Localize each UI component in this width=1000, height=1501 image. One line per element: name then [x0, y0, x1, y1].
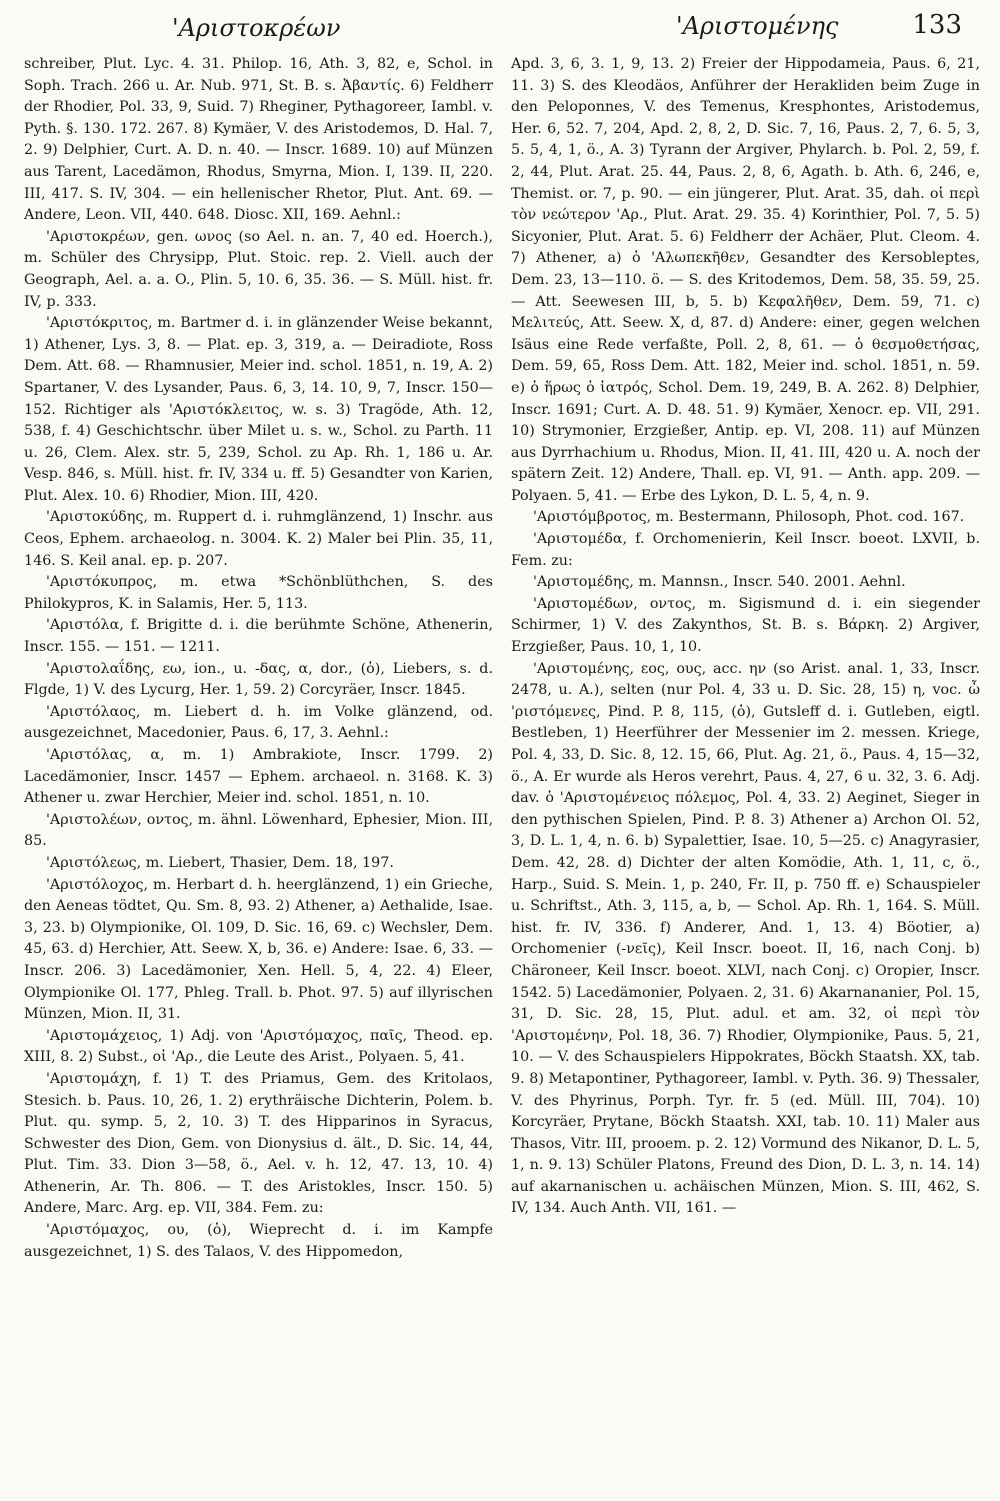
dictionary-entry: 'Αριστόκυπρος, m. etwa *Schönblüthchen, S. des Philokypros, K. in Salamis, Her. 5, 113.: [24, 574, 493, 612]
right-running-head: 'Αριστομένης: [676, 12, 839, 40]
dictionary-entry: 'Αριστοκύδης, m. Ruppert d. i. ruhmglänzend, 1) Inschr. aus Ceos, Ephem. archaeolog. n. 3004. K. 2) Maler bei Plin. 35, 11, 146. S. Keil anal. ep. p. 207.: [24, 509, 493, 569]
dictionary-entry: 'Αριστοκρέων, gen. ωνος (so Ael. n. an. 7, 40 ed. Hoerch.), m. Schüler des Chrysipp, Plut. Stoic. rep. 2. Viell. auch der Geograph, Ael. a. a. O., Plin. 5, 10. 6, 35. 36. — S. Müll. hist. fr. IV, p. 333.: [24, 228, 493, 310]
dictionary-entry: 'Αριστομέδης, m. Mannsn., Inscr. 540. 2001. Aehnl.: [533, 574, 906, 591]
text-columns: [24, 54, 980, 1263]
dictionary-entry: 'Αριστομέδα, f. Orchomenierin, Keil Inscr. boeot. LXVII, b. Fem. zu:: [511, 531, 980, 569]
dictionary-entry: 'Αριστολαΐδης, εω, ion., u. -δας, α, dor., (ὁ), Liebers, s. d. Flgde, 1) V. des Lycurg, Her. 1, 59. 2) Corcyräer, Inscr. 1845.: [24, 660, 493, 699]
dictionary-entry: 'Αριστόλοχος, m. Herbart d. h. heerglänzend, 1) ein Grieche, den Aeneas tödtet, Qu. Sm. 8, 93. 2) Athener, a) Aethalide, Isae. 3, 23. b) Olympionike, Ol. 109, D. Sic. 16, 69. c) Wechsler, Dem. 45, 63. d) Herchier, Att. Seew. X, b, 36. e) Andere: Isae. 6, 33. — Inscr. 206. 3) Lacedämonier, Xen. Hell. 5, 4, 22. 4) Eleer, Olympionike Ol. 177, Phleg. Trall. b. Phot. 97. 5) auf illyrischen Münzen, Mion. II, 31.: [24, 876, 493, 1023]
dictionary-entry: 'Αριστόκριτος, m. Bartmer d. i. in glänzender Weise bekannt, 1) Athener, Lys. 3, 8. — Plat. ep. 3, 319, a. — Deiradiote, Ross Dem. Att. 68. — Rhamnusier, Meier ind. schol. 1851, n. 19, A. 2) Spartaner, V. des Lysander, Paus. 6, 3, 14. 10, 9, 7, Inscr. 150—152. Richtiger als 'Αριστόκλειτος, w. s. 3) Tragöde, Ath. 12, 538, f. 4) Geschichtschr. über Milet u. s. w., Schol. zu Parth. 11 u. 26, Clem. Alex. str. 5, 239, Schol. zu Ap. Rh. 1, 186 u. Ar. Vesp. 846, s. Müll. hist. fr. IV, 334 u. ff. 5) Gesandter von Karien, Plut. Alex. 10. 6) Rhodier, Mion. III, 420.: [24, 315, 493, 504]
dictionary-entry: 'Αριστομάχη, f. 1) T. des Priamus, Gem. des Kritolaos, Stesich. b. Paus. 10, 26, 1. 2) erythräische Dichterin, Polem. b. Plut. qu. symp. 5, 2, 10. 3) T. des Hipparinos in Syracus, Schwester des Dion, Gem. von Dionysius d. ält., D. Sic. 14, 44, Plut. Tim. 33. Dion 3—58, ö., Ael. v. h. 12, 47. 13, 10. 4) Athenerin, Ar. Th. 806. — T. des Aristokles, Inscr. 150. 5) Andere, Marc. Arg. ep. VII, 384. Fem. zu:: [24, 1070, 493, 1217]
left-running-head: 'Αριστοκρέων: [172, 14, 341, 42]
dictionary-entry: 'Αριστομέδων, οντος, m. Sigismund d. i. ein siegender Schirmer, 1) V. des Zakynthos, St. B. s. Βάρκη. 2) Argiver, Erzgießer, Paus. 10, 1, 10.: [511, 595, 980, 656]
dictionary-entry: 'Αριστόμαχος, ου, (ὁ), Wieprecht d. i. im Kampfe ausgezeichnet, 1) S. des Talaos, V. des Hippomedon,: [24, 1222, 493, 1260]
dictionary-entry: 'Αριστόλας, α, m. 1) Ambrakiote, Inscr. 1799. 2) Lacedämonier, Inscr. 1457 — Ephem. archaeol. n. 3168. K. 3) Athener u. zwar Herchier, Meier ind. schol. 1851, n. 10.: [24, 747, 493, 807]
entry-continuation: schreiber, Plut. Lyc. 4. 31. Philop. 16, Ath. 3, 82, e, Schol. in Soph. Trach. 266 u. Ar. Nub. 971, St. B. s. Ἀβαντίς. 6) Feldherr der Rhodier, Pol. 33, 9, Suid. 7) Rheginer, Pythagoreer, Iambl. v. Pyth. §. 130. 172. 267. 8) Kymäer, V. des Aristodemos, D. Hal. 7, 2. 9) Delphier, Curt. A. D. n. 40. — Inscr. 1689. 10) auf Münzen aus Tarent, Lacedämon, Rhodus, Smyrna, Mion. I, 139. II, 220. III, 417. S. IV, 304. — ein hellenischer Rhetor, Plut. Ant. 69. — Andere, Leon. VII, 440. 648. Diosc. XII, 169. Aehnl.:: [24, 56, 493, 224]
dictionary-entry: 'Αριστόμβροτος, m. Bestermann, Philosoph, Phot. cod. 167.: [533, 509, 965, 526]
right-column: [511, 54, 980, 1263]
dictionary-entry: 'Αριστομάχειος, 1) Adj. von 'Αριστόμαχος, παῖς, Theod. ep. XIII, 8. 2) Subst., οἱ 'Αρ., die Leute des Arist., Polyaen. 5, 41.: [24, 1027, 493, 1066]
dictionary-entry: 'Αριστολέων, οντος, m. ähnl. Löwenhard, Ephesier, Mion. III, 85.: [24, 811, 493, 850]
dictionary-entry: 'Αριστόλα, f. Brigitte d. i. die berühmte Schöne, Athenerin, Inscr. 155. — 151. — 1211.: [24, 617, 493, 656]
page-number: 133: [912, 10, 962, 40]
dictionary-entry: 'Αριστόλεως, m. Liebert, Thasier, Dem. 18, 197.: [46, 854, 394, 871]
dictionary-entry: 'Αριστόλαος, m. Liebert d. h. im Volke glänzend, od. ausgezeichnet, Macedonier, Paus. 6, 17, 3. Aehnl.:: [24, 703, 493, 742]
entry-continuation: Apd. 3, 6, 3. 1, 9, 13. 2) Freier der Hippodameia, Paus. 6, 21, 11. 3) S. des Kleodäos, Anführer der Herakliden beim Zuge in den Peloponnes, V. des Temenus, Kresphontes, Aristodemus, Her. 6, 52. 7, 204, Apd. 2, 8, 2, D. Sic. 7, 16, Paus. 2, 7, 6. 5, 3, 5. 5, 4, 1, ö., A. 3) Tyrann der Argiver, Phylarch. b. Pol. 2, 59, f. 2, 44, Plut. Arat. 25. 44, Paus. 2, 8, 6, Agath. b. Ath. 6, 246, e, Themist. or. 7, p. 90. — ein jüngerer, Plut. Arat. 35, dah. οἱ περὶ τὸν νεώτερον 'Αρ., Plut. Arat. 29. 35. 4) Korinthier, Pol. 7, 5. 5) Sicyonier, Plut. Arat. 5. 6) Feldherr der Achäer, Plut. Cleom. 4. 7) Athener, a) ὁ 'Αλωπεκῆθεν, Gesandter des Kersobleptes, Dem. 23, 13—110. ö. — S. des Kritodemos, Dem. 58, 35. 59, 25. — Att. Seewesen III, b, 5. b) Κεφαλῆθεν, Dem. 59, 71. c) Μελιτεύς, Att. Seew. X, d, 87. d) Andere: einer, gegen welchen Isäus eine Rede verfaßte, Poll. 2, 8, 61. — ὁ θεσμοθετήσας, Dem. 59, 65, Ross Dem. Att. 182, Meier ind. schol. 1851, n. 59. e) ὁ ἥρως ὁ ἰατρός, Schol. Dem. 19, 249, B. A. 262. 8) Delphier, Inscr. 1691; Curt. A. D. 48. 51. 9) Kymäer, Xenocr. ep. VII, 291. 10) Strymonier, Erzgießer, Antip. ep. VI, 208. 11) auf Münzen aus Dyrrhachium u. Rhodus, Mion. II, 41. III, 420 u. A. noch der spätern Zeit. 12) Andere, Thall. ep. VI, 91. — Anth. app. 209. — Polyaen. 5, 41. — Erbe des Lykon, D. L. 5, 4, n. 9.: [511, 56, 980, 504]
left-column: [24, 54, 493, 1263]
dictionary-entry: 'Αριστομένης, εος, ους, acc. ην (so Arist. anal. 1, 33, Inscr. 2478, u. A.), selten (nur Pol. 4, 33 u. D. Sic. 28, 15) η, voc. ὦ 'ριστόμενες, Pind. P. 8, 115, (ὁ), Gutsleff d. i. Gutleben, eigtl. Bestleben, 1) Heerführer der Messenier im 2. messen. Kriege, Pol. 4, 33, D. Sic. 8, 12. 15, 66, Plut. Ag. 21, ö., Paus. 4, 15—32, ö., A. Er wurde als Heros verehrt, Paus. 4, 27, 6 u. 32, 3. 6. Adj. dav. ὁ 'Αριστομένειος πόλεμος, Pol. 4, 33. 2) Aeginet, Sieger in den pythischen Spielen, Pind. P. 8. 3) Athener a) Archon Ol. 52, 3, D. L. 1, 4, n. 6. b) Sypalettier, Isae. 10, 5—25. c) Anagyrasier, Dem. 42, 28. d) Dichter der alten Komödie, Ath. 1, 11, c, ö., Harp., Suid. S. Mein. 1, p. 240, Fr. II, p. 750 ff. e) Schauspieler u. Schriftst., Ath. 3, 115, a, b, — Schol. Ap. Rh. 1, 164. S. Müll. hist. fr. IV, 336. f) Anderer, And. 1, 13. 4) Böotier, a) Orchomenier (-νεῖς), Keil Inscr. boeot. II, 16, nach Conj. b) Chäroneer, Keil Inscr. boeot. XLVI, nach Conj. c) Oropier, Inscr. 1542. 5) Lacedämonier, Polyaen. 2, 31. 6) Akarnananier, Pol. 15, 31, D. Sic. 28, 15, Plut. adul. et am. 32, οἱ περὶ τὸν 'Αριστομένην, Pol. 18, 36. 7) Rhodier, Olympionike, Paus. 5, 21, 10. — V. des Schauspielers Hippokrates, Böckh Staatsh. XX, tab. 9. 8) Metapontiner, Pythagoreer, Iambl. v. Pyth. 36. 9) Thessaler, V. des Phyrinus, Porph. Tyr. fr. 5 (ed. Müll. III, 704). 10) Korcyräer, Prytane, Böckh Staatsh. XXI, tab. 10. 11) Maler aus Thasos, Vitr. III, prooem. p. 2. 12) Vormund des Nikanor, D. L. 5, 1, n. 9. 13) Schüler Platons, Freund des Dion, D. L. 3, n. 14. 14) auf akarnanischen u. achäischen Münzen, Mion. S. III, 462, S. IV, 134. Auch Anth. VII, 161. —: [511, 660, 980, 1217]
page-header: [24, 4, 980, 54]
